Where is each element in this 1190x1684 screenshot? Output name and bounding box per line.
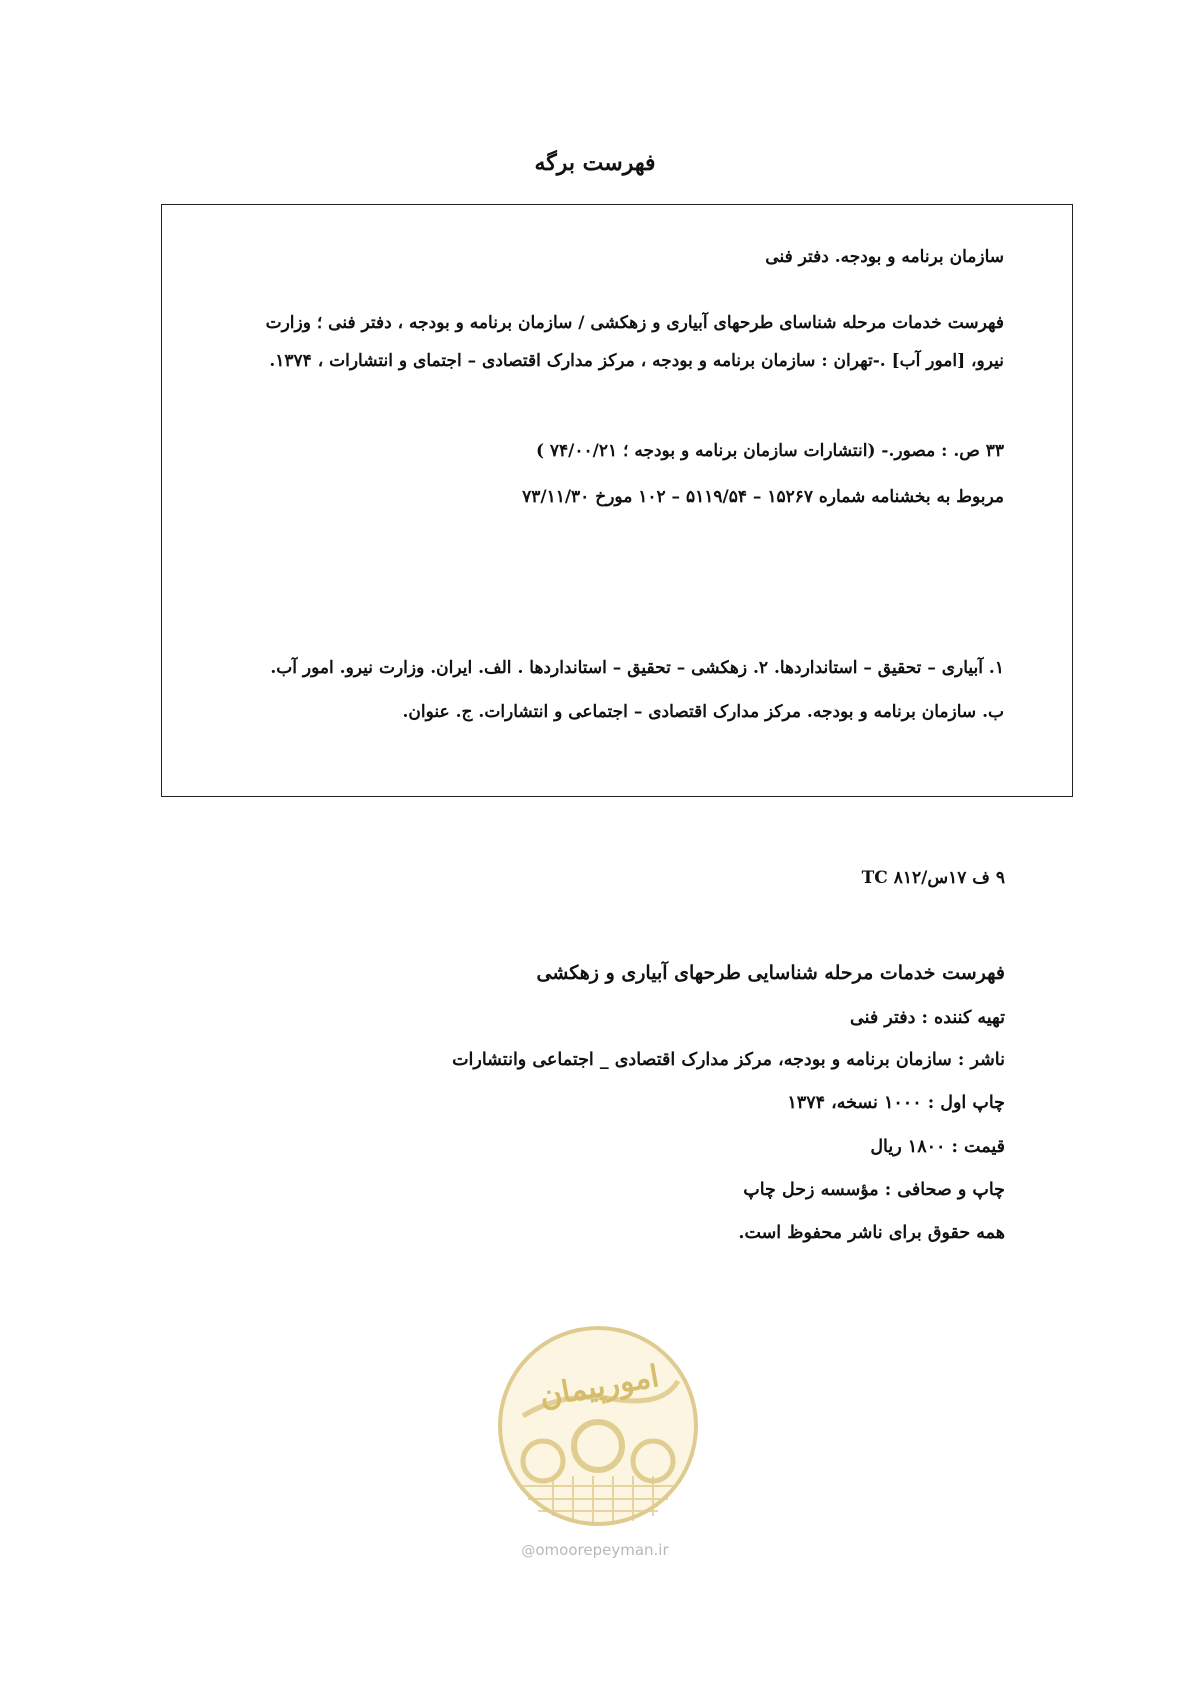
page-heading: فهرست برگه (534, 150, 656, 176)
catalog-pages-line: ۳۳ ص. : مصور.- (انتشارات سازمان برنامه و بودجه ؛ ۷۴/۰۰/۲۱ ) (535, 441, 1004, 461)
catalog-title-line-2: نیرو، [امور آب] .-تهران : سازمان برنامه و بودجه ، مرکز مدارک اقتصادی – اجتمای و انتشارات ، ۱۳۷۴. (269, 351, 1004, 371)
catalog-author-line: سازمان برنامه و بودجه. دفتر فنی (765, 247, 1004, 267)
price-line: قیمت : ۱۸۰۰ ریال (870, 1137, 1005, 1157)
book-title: فهرست خدمات مرحله شناسایی طرحهای آبیاری و زهکشی (536, 962, 1005, 984)
call-number: ۹ ف ۱۷س/۸۱۲ TC (861, 868, 1005, 888)
catalog-subjects-line-1: ۱. آبیاری – تحقیق – استانداردها. ۲. زهکشی – تحقیق – استانداردها . الف. ایران. وزارت نیرو. امور آب. (270, 658, 1004, 678)
publisher-logo (493, 1321, 703, 1531)
preparer-line: تهیه کننده : دفتر فنی (849, 1008, 1005, 1028)
watermark-at-icon: @ (521, 1543, 536, 1559)
watermark-text: omoorepeyman.ir (535, 1541, 669, 1559)
rights-line: همه حقوق برای ناشر محفوظ است. (738, 1223, 1005, 1243)
edition-line: چاپ اول : ۱۰۰۰ نسخه، ۱۳۷۴ (787, 1093, 1005, 1113)
catalog-circular-line: مربوط به بخشنامه شماره ۱۵۲۶۷ – ۵۱۱۹/۵۴ – ۱۰۲ مورخ ۷۳/۱۱/۳۰ (522, 487, 1004, 507)
logo-text: امورپیمان (537, 1358, 662, 1415)
catalog-subjects-line-2: ب. سازمان برنامه و بودجه. مرکز مدارک اقتصادی – اجتماعی و انتشارات. ج. عنوان. (402, 702, 1004, 722)
publisher-line: ناشر : سازمان برنامه و بودجه، مرکز مدارک اقتصادی _ اجتماعی وانتشارات (452, 1050, 1005, 1070)
watermark (0, 1541, 1190, 1559)
catalog-card (161, 204, 1073, 797)
printer-line: چاپ و صحافی : مؤسسه زحل چاپ (743, 1180, 1005, 1200)
catalog-title-line-1: فهرست خدمات مرحله شناسای طرحهای آبیاری و زهکشی / سازمان برنامه و بودجه ، دفتر فنی ؛ وزارت (265, 313, 1004, 333)
